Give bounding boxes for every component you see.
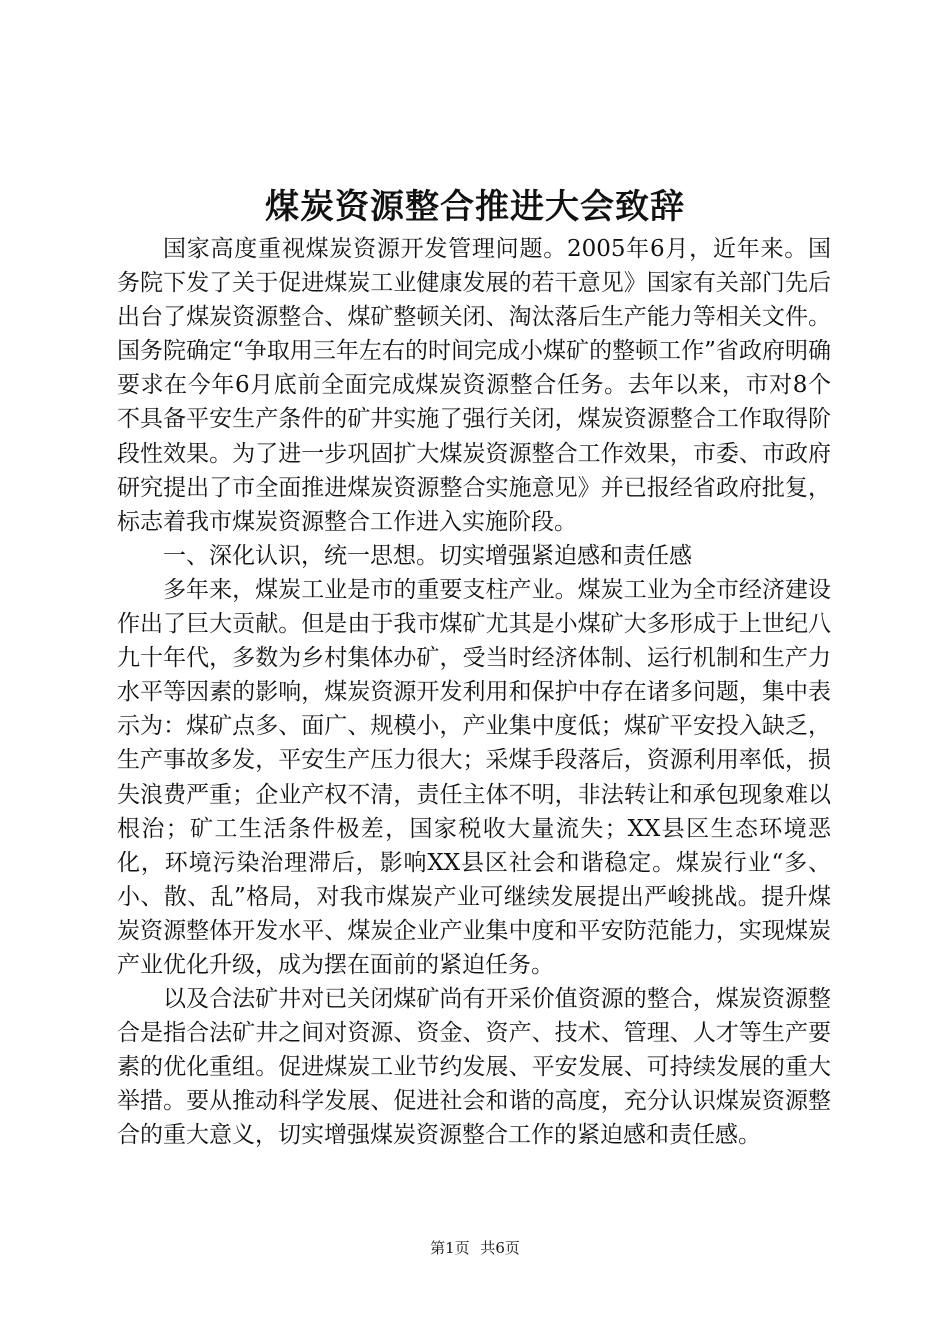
- page-number: 第1页: [430, 1239, 470, 1257]
- paragraph-significance: 以及合法矿井对已关闭煤矿尚有开采价值资源的整合，煤炭资源整合是指合法矿井之间对资源、资金、资产、技术、管理、人才等生产要素的优化重组。促进煤炭工业节约发展、平安发展、可持续发展的重大举措。要从推动科学发展、促进社会和谐的高度，充分认识煤炭资源整合的重大意义，切实增强煤炭资源整合工作的紧迫感和责任感。: [117, 986, 831, 1149]
- paragraph-intro: 国家高度重视煤炭资源开发管理问题。2005年6月，近年来。国务院下发了关于促进煤炭工业健康发展的若干意见》国家有关部门先后出台了煤炭资源整合、煤矿整顿关闭、淘汰落后生产能力等相关文件。国务院确定“争取用三年左右的时间完成小煤矿的整顿工作”省政府明确要求在今年6月底前全面完成煤炭资源整合任务。去年以来，市对8个不具备平安生产条件的矿井实施了强行关闭，煤炭资源整合工作取得阶段性效果。为了进一步巩固扩大煤炭资源整合工作效果，市委、市政府研究提出了市全面推进煤炭资源整合实施意见》并已报经省政府批复，标志着我市煤炭资源整合工作进入实施阶段。: [117, 236, 831, 535]
- page-total: 共6页: [480, 1239, 520, 1257]
- paragraph-background: 多年来，煤炭工业是市的重要支柱产业。煤炭工业为全市经济建设作出了巨大贡献。但是由于我市煤矿尤其是小煤矿大多形成于上世纪八九十年代，多数为乡村集体办矿，受当时经济体制、运行机制和生产力水平等因素的影响，煤炭资源开发利用和保护中存在诸多问题，集中表示为：煤矿点多、面广、规模小，产业集中度低；煤矿平安投入缺乏，生产事故多发，平安生产压力很大；采煤手段落后，资源利用率低，损失浪费严重；企业产权不清，责任主体不明，非法转让和承包现象难以根治；矿工生活条件极差，国家税收大量流失；XX县区生态环境恶化，环境污染治理滞后，影响XX县区社会和谐稳定。煤炭行业“多、小、散、乱”格局，对我市煤炭产业可继续发展提出严峻挑战。提升煤炭资源整体开发水平、煤炭企业产业集中度和平安防范能力，实现煤炭产业优化升级，成为摆在面前的紧迫任务。: [117, 576, 831, 978]
- section-heading-1: 一、深化认识，统一思想。切实增强紧迫感和责任感: [163, 542, 692, 569]
- page-footer: [0, 1237, 950, 1259]
- document-title: 煤炭资源整合推进大会致辞: [265, 187, 685, 227]
- document-body: [117, 232, 831, 1153]
